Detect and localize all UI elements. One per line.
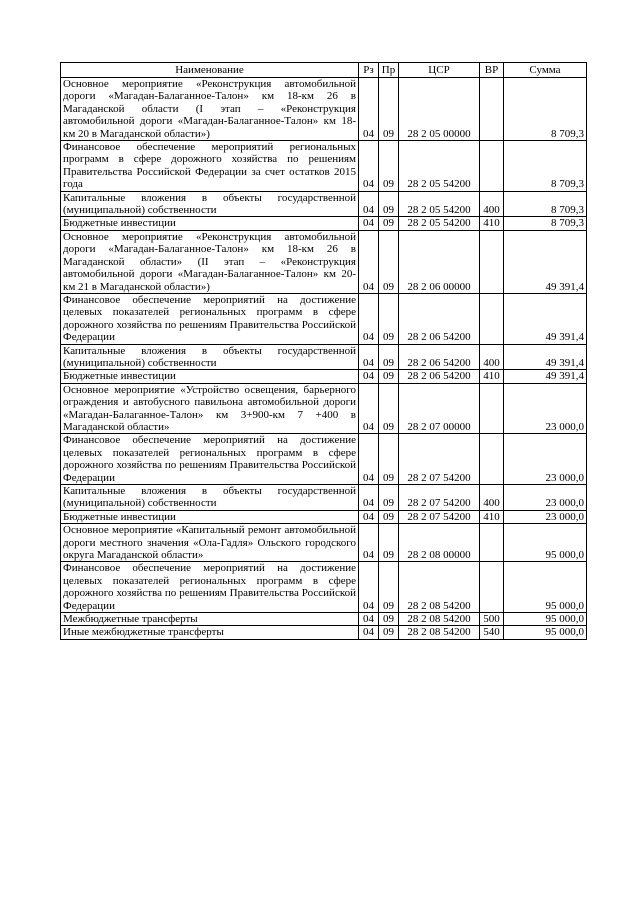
cell-csr: 28 2 05 54200 bbox=[399, 191, 480, 217]
cell-sum: 49 391,4 bbox=[504, 370, 587, 383]
cell-name: Межбюджетные трансферты bbox=[61, 613, 359, 626]
table-row bbox=[61, 434, 587, 485]
table-row bbox=[61, 141, 587, 192]
cell-csr: 28 2 07 00000 bbox=[399, 383, 480, 434]
cell-vr: 410 bbox=[480, 217, 504, 230]
cell-name: Бюджетные инвестиции bbox=[61, 370, 359, 383]
cell-vr: 400 bbox=[480, 191, 504, 217]
cell-rz: 04 bbox=[359, 230, 379, 293]
cell-sum: 95 000,0 bbox=[504, 626, 587, 639]
cell-name: Бюджетные инвестиции bbox=[61, 510, 359, 523]
cell-name: Финансовое обеспечение мероприятий на достижение целевых показателей региональных программ в сфере дорожного хозяйства по решениям Правительства Российской Федерации bbox=[61, 434, 359, 485]
cell-name: Основное мероприятие «Реконструкция автомобильной дороги «Магадан-Балаганное-Талон» км 18-км 26 в Магаданской области» (II этап – «Реконструкция автомобильной дороги «Магадан-Балаганное-Талон» км 20-км 21 в Магаданской области») bbox=[61, 230, 359, 293]
cell-name: Финансовое обеспечение мероприятий на достижение целевых показателей региональных программ в сфере дорожного хозяйства по решениям Правительства Российской Федерации bbox=[61, 293, 359, 344]
cell-sum: 8 709,3 bbox=[504, 217, 587, 230]
cell-rz: 04 bbox=[359, 191, 379, 217]
cell-pr: 09 bbox=[379, 524, 399, 562]
cell-rz: 04 bbox=[359, 510, 379, 523]
cell-csr: 28 2 05 54200 bbox=[399, 217, 480, 230]
cell-csr: 28 2 08 54200 bbox=[399, 626, 480, 639]
cell-rz: 04 bbox=[359, 434, 379, 485]
cell-name: Финансовое обеспечение мероприятий на достижение целевых показателей региональных программ в сфере дорожного хозяйства по решениям Правительства Российской Федерации bbox=[61, 562, 359, 613]
cell-csr: 28 2 05 00000 bbox=[399, 78, 480, 141]
cell-pr: 09 bbox=[379, 434, 399, 485]
cell-name: Бюджетные инвестиции bbox=[61, 217, 359, 230]
table-header-row bbox=[61, 63, 587, 78]
cell-csr: 28 2 05 54200 bbox=[399, 141, 480, 192]
cell-rz: 04 bbox=[359, 370, 379, 383]
cell-pr: 09 bbox=[379, 230, 399, 293]
table-row bbox=[61, 217, 587, 230]
table-row bbox=[61, 626, 587, 639]
header-csr: ЦСР bbox=[399, 63, 480, 78]
cell-pr: 09 bbox=[379, 510, 399, 523]
cell-rz: 04 bbox=[359, 141, 379, 192]
cell-sum: 8 709,3 bbox=[504, 141, 587, 192]
cell-name: Иные межбюджетные трансферты bbox=[61, 626, 359, 639]
cell-pr: 09 bbox=[379, 562, 399, 613]
cell-csr: 28 2 07 54200 bbox=[399, 485, 480, 511]
cell-name: Капитальные вложения в объекты государственной (муниципальной) собственности bbox=[61, 485, 359, 511]
cell-vr bbox=[480, 383, 504, 434]
cell-csr: 28 2 06 54200 bbox=[399, 370, 480, 383]
cell-name: Основное мероприятие «Устройство освещения, барьерного ограждения и автобусного павильона автомобильной дороги «Магадан-Балаганное-Талон» км 3+900-км 7 +400 в Магаданской области» bbox=[61, 383, 359, 434]
cell-rz: 04 bbox=[359, 626, 379, 639]
table-row bbox=[61, 78, 587, 141]
table-row bbox=[61, 613, 587, 626]
cell-name: Основное мероприятие «Капитальный ремонт автомобильной дороги местного значения «Ола-Гадля» Ольского городского округа Магаданской области» bbox=[61, 524, 359, 562]
cell-name: Основное мероприятие «Реконструкция автомобильной дороги «Магадан-Балаганное-Талон» км 18-км 26 в Магаданской области (I этап – «Реконструкция автомобильной дороги «Магадан-Балаганное-Талон» км 18-км 20 в Магаданской области») bbox=[61, 78, 359, 141]
header-pr: Пр bbox=[379, 63, 399, 78]
cell-vr: 500 bbox=[480, 613, 504, 626]
cell-rz: 04 bbox=[359, 293, 379, 344]
cell-rz: 04 bbox=[359, 485, 379, 511]
cell-rz: 04 bbox=[359, 383, 379, 434]
cell-vr bbox=[480, 230, 504, 293]
cell-pr: 09 bbox=[379, 344, 399, 370]
cell-rz: 04 bbox=[359, 613, 379, 626]
cell-vr bbox=[480, 141, 504, 192]
table-row bbox=[61, 230, 587, 293]
table-row bbox=[61, 191, 587, 217]
cell-sum: 23 000,0 bbox=[504, 485, 587, 511]
cell-sum: 49 391,4 bbox=[504, 230, 587, 293]
header-rz: Рз bbox=[359, 63, 379, 78]
cell-csr: 28 2 06 54200 bbox=[399, 293, 480, 344]
table-row bbox=[61, 293, 587, 344]
cell-pr: 09 bbox=[379, 383, 399, 434]
header-vr: ВР bbox=[480, 63, 504, 78]
cell-rz: 04 bbox=[359, 217, 379, 230]
cell-sum: 23 000,0 bbox=[504, 434, 587, 485]
cell-sum: 49 391,4 bbox=[504, 293, 587, 344]
table-row bbox=[61, 383, 587, 434]
cell-pr: 09 bbox=[379, 191, 399, 217]
cell-csr: 28 2 08 00000 bbox=[399, 524, 480, 562]
cell-sum: 95 000,0 bbox=[504, 613, 587, 626]
header-sum: Сумма bbox=[504, 63, 587, 78]
cell-csr: 28 2 08 54200 bbox=[399, 562, 480, 613]
cell-vr: 400 bbox=[480, 485, 504, 511]
cell-sum: 95 000,0 bbox=[504, 562, 587, 613]
cell-rz: 04 bbox=[359, 344, 379, 370]
table-body bbox=[61, 78, 587, 640]
cell-pr: 09 bbox=[379, 78, 399, 141]
cell-sum: 95 000,0 bbox=[504, 524, 587, 562]
cell-sum: 49 391,4 bbox=[504, 344, 587, 370]
cell-csr: 28 2 06 54200 bbox=[399, 344, 480, 370]
cell-vr bbox=[480, 562, 504, 613]
cell-pr: 09 bbox=[379, 293, 399, 344]
cell-pr: 09 bbox=[379, 485, 399, 511]
cell-name: Капитальные вложения в объекты государственной (муниципальной) собственности bbox=[61, 191, 359, 217]
table-row bbox=[61, 370, 587, 383]
cell-rz: 04 bbox=[359, 524, 379, 562]
document-page bbox=[60, 62, 586, 640]
cell-csr: 28 2 07 54200 bbox=[399, 510, 480, 523]
cell-csr: 28 2 06 00000 bbox=[399, 230, 480, 293]
cell-vr bbox=[480, 293, 504, 344]
cell-vr: 410 bbox=[480, 510, 504, 523]
cell-csr: 28 2 08 54200 bbox=[399, 613, 480, 626]
table-row bbox=[61, 510, 587, 523]
cell-sum: 8 709,3 bbox=[504, 78, 587, 141]
table-row bbox=[61, 562, 587, 613]
cell-vr bbox=[480, 524, 504, 562]
cell-csr: 28 2 07 54200 bbox=[399, 434, 480, 485]
table-row bbox=[61, 485, 587, 511]
budget-table bbox=[60, 62, 587, 640]
cell-rz: 04 bbox=[359, 78, 379, 141]
cell-vr bbox=[480, 434, 504, 485]
table-row bbox=[61, 344, 587, 370]
cell-pr: 09 bbox=[379, 626, 399, 639]
cell-pr: 09 bbox=[379, 370, 399, 383]
cell-sum: 23 000,0 bbox=[504, 510, 587, 523]
cell-pr: 09 bbox=[379, 217, 399, 230]
cell-vr: 400 bbox=[480, 344, 504, 370]
cell-pr: 09 bbox=[379, 141, 399, 192]
cell-sum: 23 000,0 bbox=[504, 383, 587, 434]
cell-name: Капитальные вложения в объекты государственной (муниципальной) собственности bbox=[61, 344, 359, 370]
cell-sum: 8 709,3 bbox=[504, 191, 587, 217]
cell-pr: 09 bbox=[379, 613, 399, 626]
cell-vr: 540 bbox=[480, 626, 504, 639]
table-row bbox=[61, 524, 587, 562]
cell-name: Финансовое обеспечение мероприятий региональных программ в сфере дорожного хозяйства по решениям Правительства Российской Федерации за счет остатков 2015 года bbox=[61, 141, 359, 192]
cell-vr: 410 bbox=[480, 370, 504, 383]
header-name: Наименование bbox=[61, 63, 359, 78]
cell-rz: 04 bbox=[359, 562, 379, 613]
cell-vr bbox=[480, 78, 504, 141]
